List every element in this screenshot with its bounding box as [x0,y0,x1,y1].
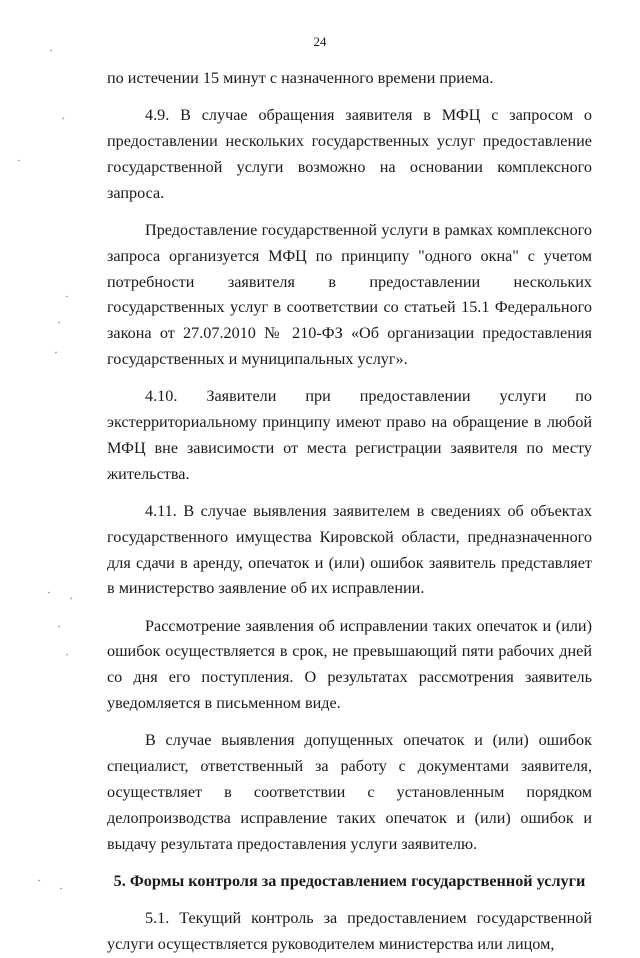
section-heading: 5. Формы контроля за предоставлением государственной услуги [113,871,586,890]
scan-speck [48,592,50,594]
document-body [107,66,592,958]
paragraph-4-9: 4.9. В случае обращения заявителя в МФЦ с запросом о предоставлении нескольких государственных услуг предоставление государственной услуги возможно на основании комплексного запроса. [107,106,592,202]
scan-speck [66,296,68,298]
scan-speck [62,118,64,120]
page-number: 24 [313,34,327,49]
paragraph-5-1: 5.1. Текущий контроль за предоставлением государственной услуги осуществляется руководителем министерства или лицом, [107,909,592,953]
paragraph-4-11: 4.11. В случае выявления заявителем в сведениях об объектах государственного имущества Кировской области, предназначенного для сдачи в аренду, опечаток и (или) ошибок заявитель представляет в министерство заявление об их исправлении. [107,501,592,598]
scan-speck [58,322,60,324]
scan-speck [60,888,62,890]
scan-speck [18,160,20,162]
scan-speck [50,50,52,52]
scan-speck [58,626,60,628]
paragraph-complex-request: Предоставление государственной услуги в рамках комплексного запроса организуется МФЦ по принципу "одного окна" с учетом потребности заявителя в предоставлении нескольких государственных услуг в соответствии со статьей 15.1 Федерального закона от 27.07.2010 № 210-ФЗ «Об организации предоставления государственных и муниципальных услуг». [107,220,592,368]
paragraph-4-10: 4.10. Заявители при предоставлении услуги по экстерриториальному принципу имеют право на обращение в любой МФЦ вне зависимости от места регистрации заявителя по месту жительства. [107,387,592,483]
paragraph-corrections: В случае выявления допущенных опечаток и (или) ошибок специалист, ответственный за работу с документами заявителя, осуществляет в соответствии с установленным порядком делопроизводства исправление таких опечаток и (или) ошибок и выдачу результата предоставления услуги заявителю. [107,731,592,853]
scan-speck [38,880,40,882]
scan-speck [66,654,68,656]
paragraph-review: Рассмотрение заявления об исправлении таких опечаток и (или) ошибок осуществляется в срок, не превышающий пяти рабочих дней со дня его поступления. О результатах рассмотрения заявитель уведомляется в письменном виде. [107,616,592,713]
paragraph-continuation: по истечении 15 минут с назначенного времени приема. [107,69,494,87]
scan-speck [55,352,57,354]
scan-speck [70,598,72,600]
